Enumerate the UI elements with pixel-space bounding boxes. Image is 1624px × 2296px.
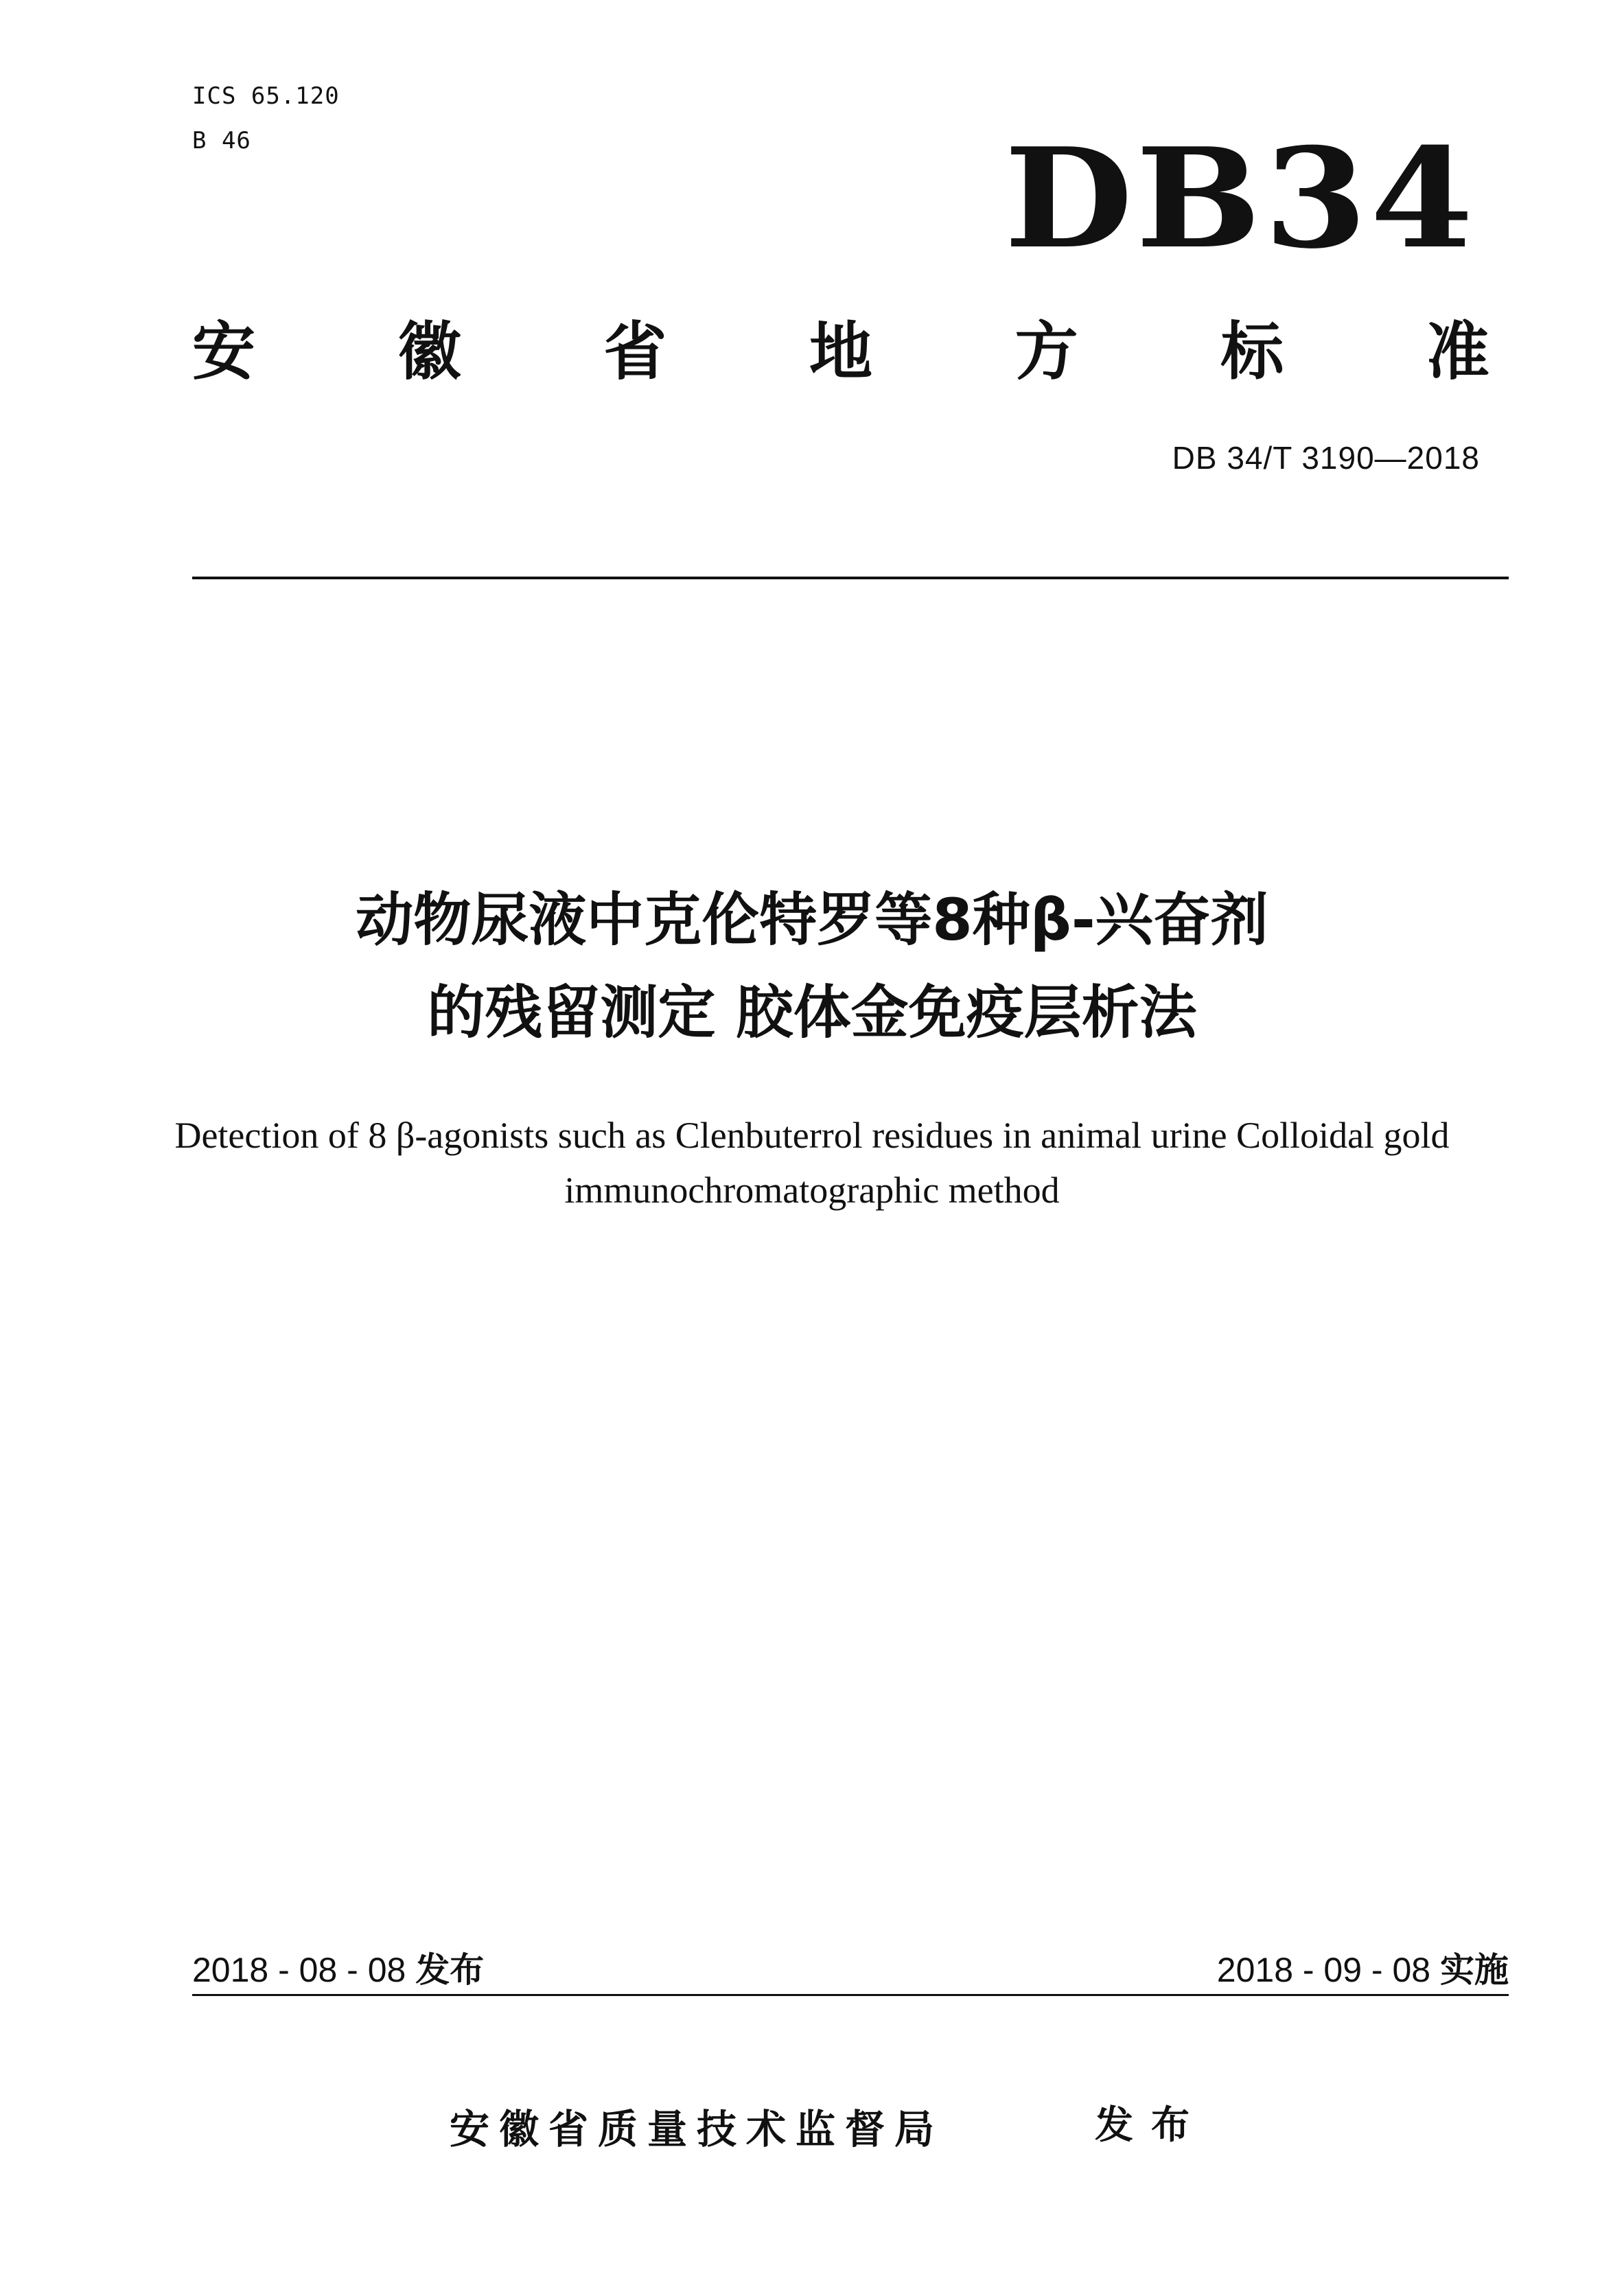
standard-type-char: 省 xyxy=(603,315,667,389)
classification-code: B 46 xyxy=(192,127,251,154)
title-cn-line2: 的残留测定 胶体金免疫层析法 xyxy=(427,979,1197,1046)
publisher-name: 安徽省质量技术监督局 xyxy=(450,2106,944,2153)
implementation-date-value: 2018 - 09 - 08 xyxy=(1216,1951,1431,1989)
standard-type-heading xyxy=(192,314,1489,390)
standard-number: DB 34/T 3190—2018 xyxy=(1172,440,1480,476)
publish-label: 发布 xyxy=(1095,2103,1207,2148)
title-en-line2: immunochromatographic method xyxy=(564,1170,1060,1211)
standard-type-char: 准 xyxy=(1426,315,1489,389)
standard-type-char: 安 xyxy=(192,315,256,389)
issue-date-label: 发布 xyxy=(415,1950,485,1990)
issue-date-value: 2018 - 08 - 08 xyxy=(192,1951,406,1989)
standard-type-char: 标 xyxy=(1220,315,1284,389)
title-cn-line1: 动物尿液中克伦特罗等8种β-兴奋剂 xyxy=(356,886,1268,953)
implementation-date xyxy=(1217,1943,1509,1992)
header-divider xyxy=(192,577,1509,579)
footer-divider xyxy=(192,1994,1509,1996)
issue-date xyxy=(192,1943,484,1992)
implementation-date-label: 实施 xyxy=(1440,1950,1509,1990)
standard-type-char: 方 xyxy=(1014,315,1078,389)
standard-type-char: 地 xyxy=(809,315,872,389)
db34-logo: DB34 xyxy=(1004,118,1476,279)
title-en-line1: Detection of 8 β-agonists such as Clenbuterrol residues in animal urine Colloidal gold xyxy=(174,1115,1450,1156)
standard-type-char: 徽 xyxy=(397,315,461,389)
ics-code: ICS 65.120 xyxy=(192,82,340,110)
